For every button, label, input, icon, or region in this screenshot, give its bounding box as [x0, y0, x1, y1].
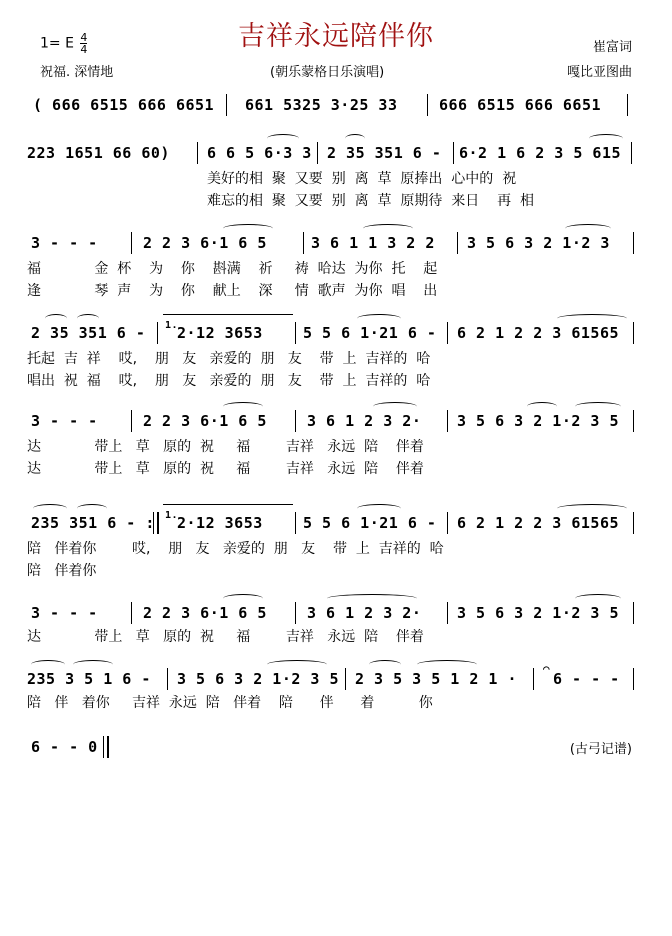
- lyric-line: 福 金 杯 为 你 斟满 祈 祷 哈达 为你 托 起: [27, 261, 438, 277]
- slur: [589, 134, 623, 143]
- final-bar: [103, 736, 109, 758]
- slur: [527, 402, 557, 411]
- lyrics-verse-2: [27, 560, 643, 580]
- measure: 2 2 3 6·1 6 5: [143, 604, 267, 622]
- transcriber-credit: (古弓记谱): [569, 742, 632, 757]
- lyric-line: 陪 伴着你: [27, 563, 97, 579]
- lyrics-verse-2: [27, 190, 643, 210]
- bar-line: [447, 322, 448, 344]
- lyrics-verse-1: [27, 168, 643, 188]
- bar-line: [457, 232, 458, 254]
- slur: [363, 224, 413, 233]
- lyric-line: 陪 伴 着你 吉祥 永远 陪 伴着 陪 伴 着 你: [27, 695, 433, 711]
- slur: [417, 660, 477, 669]
- slur: [223, 594, 263, 603]
- slur: [77, 504, 107, 513]
- slur: [267, 660, 327, 669]
- lyrics-verse-1: [27, 692, 643, 712]
- lyric-line: 逢 琴 声 为 你 献上 深 情 歌声 为你 唱 出: [27, 283, 438, 299]
- slur: [557, 504, 627, 513]
- bar-line: [633, 232, 634, 254]
- measure: 6·2 1 6 2 3 5 615: [459, 144, 622, 162]
- measure: 2 2 3 6·1 6 5: [143, 234, 267, 252]
- measure: 6 - - 0: [31, 738, 98, 756]
- slur: [31, 660, 65, 669]
- bar-line: [303, 232, 304, 254]
- notation-row-9: [27, 734, 643, 760]
- volta-1: 1.: [165, 320, 179, 331]
- lyrics-verse-1: [27, 538, 643, 558]
- slur: [565, 224, 611, 233]
- slur: [267, 134, 299, 143]
- slur: [357, 504, 401, 513]
- bar-line: [633, 410, 634, 432]
- notation-row-5: [27, 408, 643, 434]
- measure: 3 - - -: [31, 604, 98, 622]
- bar-line: [317, 142, 318, 164]
- slur: [345, 134, 365, 143]
- bar-line: [633, 602, 634, 624]
- measure: 6 6 5 6·3 3: [207, 144, 312, 162]
- bar-line: [131, 410, 132, 432]
- measure: 3 5 6 3 2 1·2 3 5: [177, 670, 340, 688]
- notation-row-6: [27, 510, 643, 536]
- measure: 2 2 3 6·1 6 5: [143, 412, 267, 430]
- notation-row-4: [27, 320, 643, 346]
- song-title: 吉祥永远陪伴你: [238, 21, 434, 52]
- bar-line: [131, 602, 132, 624]
- slur: [223, 402, 263, 411]
- lyric-line: 达 带上 草 原的 祝 福 吉祥 永远 陪 伴着: [27, 629, 424, 645]
- slur: [33, 504, 67, 513]
- measure: ( 666 6515 666 6651: [33, 96, 215, 114]
- measure: 2 35 351 6 -: [327, 144, 442, 162]
- bar-line: [633, 512, 634, 534]
- measure: 5 5 6 1·21 6 -: [303, 514, 437, 532]
- volta-bracket: [163, 504, 293, 509]
- notation-row-3: [27, 230, 643, 256]
- repeat-bar: [153, 512, 159, 534]
- bar-line: [295, 410, 296, 432]
- measure: 3 5 6 3 2 1·2 3 5: [457, 412, 620, 430]
- measure: 223 1651 66 60): [27, 144, 170, 162]
- measure: 661 5325 3·25 33: [245, 96, 398, 114]
- key-label: 1= E: [40, 35, 74, 52]
- bar-line: [447, 602, 448, 624]
- time-denominator: 4: [80, 43, 88, 56]
- time-signature: [80, 32, 87, 55]
- measure: 6 2 1 2 2 3 61565: [457, 514, 620, 532]
- lyric-line: 难忘的相 聚 又要 别 离 草 原期待 来日 再 相: [207, 193, 535, 209]
- bar-line: [131, 232, 132, 254]
- lyrics-verse-2: [27, 458, 643, 478]
- lyric-line: 达 带上 草 原的 祝 福 吉祥 永远 陪 伴着: [27, 439, 424, 455]
- measure: 2 35 351 6 -: [31, 324, 146, 342]
- volta-bracket: [163, 314, 293, 319]
- notation-row-1: [27, 92, 643, 118]
- bar-line: [447, 410, 448, 432]
- lyrics-verse-1: [27, 348, 643, 368]
- lyric-line: 达 带上 草 原的 祝 福 吉祥 永远 陪 伴着: [27, 461, 424, 477]
- bar-line: [533, 668, 534, 690]
- measure: 235 3 5 1 6 -: [27, 670, 151, 688]
- bar-line: [447, 512, 448, 534]
- measure: 5 5 6 1·21 6 -: [303, 324, 437, 342]
- bar-line: [633, 668, 634, 690]
- slur: [575, 402, 621, 411]
- bar-line: [427, 94, 428, 116]
- lyrics-verse-1: [27, 626, 643, 646]
- bar-line: [453, 142, 454, 164]
- bar-line: [197, 142, 198, 164]
- notation-row-7: [27, 600, 643, 626]
- measure: 2 3 5 3 5 1 2 1 ·: [355, 670, 518, 688]
- bar-line: [633, 322, 634, 344]
- key-signature: [40, 32, 87, 55]
- slur: [73, 660, 113, 669]
- measure: 666 6515 666 6651: [439, 96, 602, 114]
- measure: 235 351 6 - :: [31, 514, 155, 532]
- measure: 2·12 3653: [177, 514, 263, 532]
- measure: 3 5 6 3 2 1·2 3: [467, 234, 610, 252]
- measure: 3 - - -: [31, 234, 98, 252]
- mood-marking: 祝福. 深情地: [40, 65, 114, 80]
- performer-credit: (朝乐蒙格日乐演唱): [270, 65, 385, 80]
- lyrics-verse-1: [27, 436, 643, 456]
- lyric-line: 托起 吉 祥 哎, 朋 友 亲爱的 朋 友 带 上 吉祥的 哈: [27, 351, 431, 367]
- lyricist-credit: 崔富词: [592, 40, 632, 55]
- slur: [223, 224, 273, 233]
- measure: 3 5 6 3 2 1·2 3 5: [457, 604, 620, 622]
- composer-credit: 嘎比亚图曲: [566, 65, 632, 80]
- volta-1: 1.: [165, 510, 179, 521]
- measure: 6 2 1 2 2 3 61565: [457, 324, 620, 342]
- slur: [373, 402, 417, 411]
- measure: 2·12 3653: [177, 324, 263, 342]
- measure: 3 6 1 1 3 2 2: [311, 234, 435, 252]
- slur: [77, 314, 99, 323]
- bar-line: [157, 322, 158, 344]
- time-numerator: 4: [80, 31, 88, 44]
- bar-line: [627, 94, 628, 116]
- notation-row-2: [27, 140, 643, 166]
- measure: 3 6 1 2 3 2·: [307, 412, 422, 430]
- bar-line: [167, 668, 168, 690]
- slur: [327, 594, 417, 603]
- measure: 3 - - -: [31, 412, 98, 430]
- bar-line: [345, 668, 346, 690]
- lyrics-verse-2: [27, 280, 643, 300]
- lyrics-verse-1: [27, 258, 643, 278]
- bar-line: [295, 602, 296, 624]
- lyric-line: 唱出 祝 福 哎, 朋 友 亲爱的 朋 友 带 上 吉祥的 哈: [27, 373, 431, 389]
- measure: 6 - - -: [553, 670, 620, 688]
- slur: [357, 314, 401, 323]
- measure: 3 6 1 2 3 2·: [307, 604, 422, 622]
- lyrics-verse-2: [27, 370, 643, 390]
- slur: [557, 314, 627, 323]
- fermata-icon: ⌒: [543, 662, 551, 675]
- bar-line: [295, 512, 296, 534]
- lyric-line: 美好的相 聚 又要 别 离 草 原捧出 心中的 祝: [207, 171, 517, 187]
- slur: [575, 594, 621, 603]
- slur: [369, 660, 401, 669]
- notation-row-8: [27, 662, 643, 692]
- lyric-line: 陪 伴着你 哎, 朋 友 亲爱的 朋 友 带 上 吉祥的 哈: [27, 541, 444, 557]
- bar-line: [226, 94, 227, 116]
- bar-line: [631, 142, 632, 164]
- slur: [45, 314, 67, 323]
- bar-line: [295, 322, 296, 344]
